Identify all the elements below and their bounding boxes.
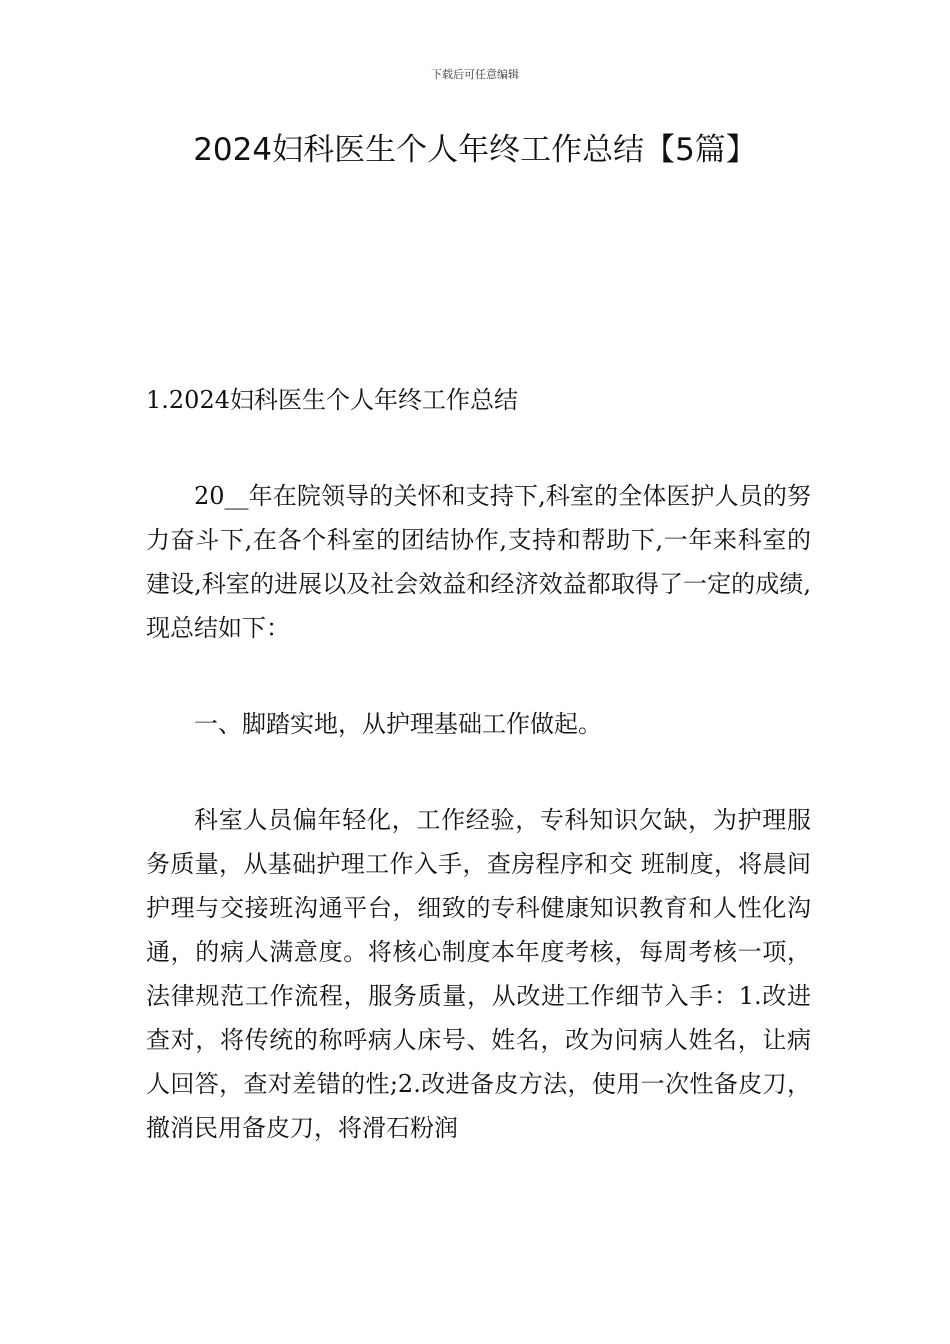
header-note: 下载后可任意编辑 <box>431 68 519 81</box>
paragraph-intro: 20__年在院领导的关怀和支持下,科室的全体医护人员的努力奋斗下,在各个科室的团结协作,支持和帮助下,一年来科室的建设,科室的进展以及社会效益和经济效益都取得了一定的成绩,现总结如下： <box>146 482 811 642</box>
document-body <box>146 378 811 1202</box>
document-title: 2024妇科医生个人年终工作总结【5篇】 <box>193 132 757 168</box>
section-heading: 1.2024妇科医生个人年终工作总结 <box>146 386 518 414</box>
paragraph-body: 科室人员偏年轻化，工作经验，专科知识欠缺，为护理服务质量，从基础护理工作入手，查房程序和交 班制度，将晨间护理与交接班沟通平台，细致的专科健康知识教育和人性化沟通，的病人满意度。将核心制度本年度考核，每周考核一项，法律规范工作流程，服务质量，从改进工作细节入手：1.改进查对，将传统的称呼病人床号、姓名，改为问病人姓名，让病人回答，查对差错的性;2.改进备皮方法，使用一次性备皮刀，撤消民用备皮刀，将滑石粉润 <box>146 806 811 1142</box>
paragraph-subheading: 一、脚踏实地，从护理基础工作做起。 <box>194 710 602 738</box>
